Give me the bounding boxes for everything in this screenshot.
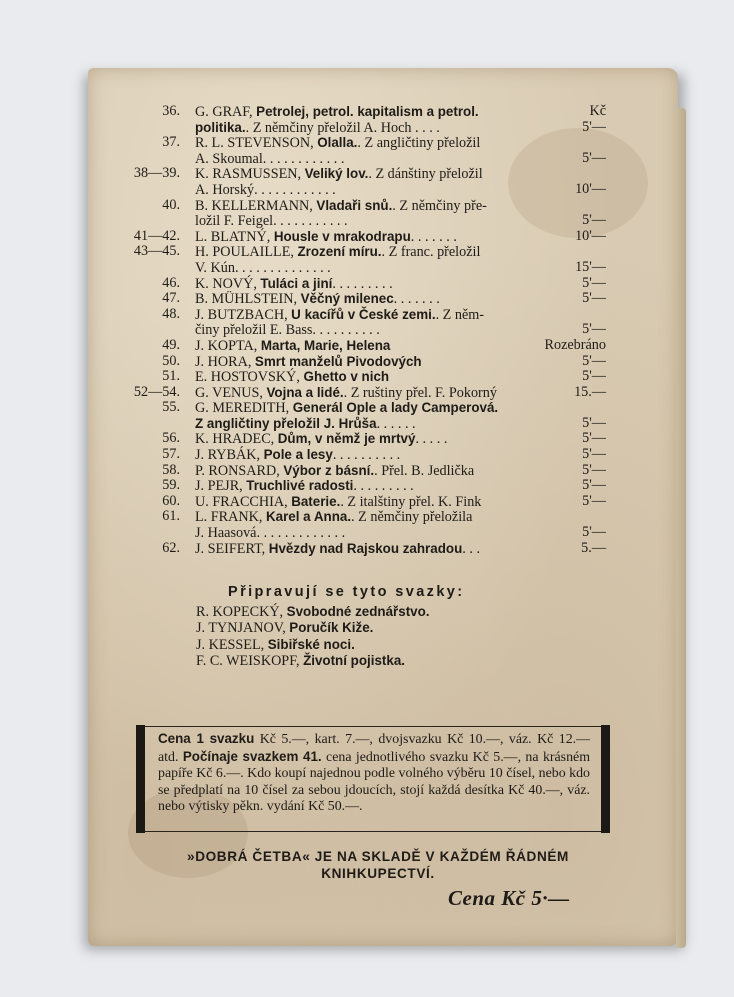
entry-note: . Z ruštiny přel. F. Pokorný [343,384,497,401]
notice-text [158,731,590,816]
entry-number: 58. [162,461,180,478]
entry-number: 60. [162,492,180,509]
entry-text [195,400,498,417]
entry-title: Baterie. [291,493,341,509]
list-item [88,525,678,541]
preparing-list [196,604,430,670]
preparing-title: Životní pojistka. [303,653,405,669]
entry-title: Truchlivé radosti [246,478,354,494]
entry-note: . . . . . . [376,415,416,432]
entry-title: Pole a lesy [263,447,333,463]
entry-number: 48. [162,305,180,322]
entry-title: Housle v mrakodrapu [273,228,411,244]
entry-note: . . . [462,540,480,557]
entry-title: U kacířů v České zemi. [291,306,436,322]
entry-price: 5'— [582,274,606,291]
entry-price: 5'— [582,414,606,431]
entry-price: 5'— [582,352,606,369]
entry-note: . . . . . . . [393,291,440,308]
entry-number: 47. [162,290,180,307]
entry-text [195,104,479,121]
entry-note: . Přel. B. Jedlička [374,462,475,479]
entry-title: Vojna a lidé. [266,384,344,400]
entry-text [195,478,414,495]
footer-line-2: KNIHKUPECTVÍ. [321,866,435,881]
list-item [88,260,678,276]
entry-note: . . . . . [415,431,448,448]
entry-title: Vladaři snů. [316,197,393,213]
list-item [88,291,678,307]
entry-text [195,260,331,277]
notice-bold-2: Počínaje svazkem 41. [182,748,322,764]
entry-author: E. HOSTOVSKÝ, [195,369,304,386]
entry-note: . . . . . . . . . . . [273,213,348,230]
list-item [88,182,678,198]
preparing-title: Poručík Kiže. [289,620,374,636]
entry-price: 10'— [575,180,606,197]
list-item [88,244,678,260]
notice-text-1: Kč 5.—, kart. 7.—, dvojsvazku Kč 10.—, váz. Kč 12.— atd. [158,732,591,765]
entry-price: 5'— [582,446,606,463]
entry-text [195,244,480,261]
entry-author: H. POULAILLE, [195,244,298,261]
entry-price: 15.— [574,383,606,400]
entry-price: 5.— [581,539,606,556]
list-item [88,198,678,214]
currency-label: Kč [589,103,606,119]
entry-title: Smrt manželů Pivodových [254,353,422,369]
entry-price: 5'— [582,149,606,166]
entry-note: . . . . . . . . . . . . . [256,525,346,542]
entry-text [195,369,389,386]
entry-price: 5'— [582,118,606,135]
entry-text [195,416,416,433]
entry-number: 46. [162,274,180,291]
notice-right-bar [601,725,610,833]
preparing-author: J. TYNJANOV, [196,620,290,637]
entry-title: Generál Ople a lady Camperová. [292,400,499,416]
list-item [88,416,678,432]
entry-note: . Z němčiny pře- [392,197,487,214]
entry-text [195,338,390,355]
entry-title: Karel a Anna. [265,509,352,525]
list-item [88,447,678,463]
entry-text [195,525,345,542]
entry-text [195,307,484,324]
entry-author: K. NOVÝ, [195,275,261,292]
list-item [88,431,678,447]
entry-author: A. Horský [195,181,255,198]
list-item [88,135,678,151]
entry-number: 50. [162,352,180,369]
entry-author: G. VENUS, [195,384,267,401]
entry-note: . Z němčiny přeložila [351,509,473,526]
entry-title: Věčný milenec [300,291,394,307]
entry-text [195,276,393,293]
entry-note: . . . . . . . . . . . . [262,150,345,167]
entry-number: 40. [162,196,180,213]
list-item [88,400,678,416]
entry-author: J. PEJR, [195,478,247,495]
entry-number: 57. [162,446,180,463]
entry-title: Olalla. [317,135,358,151]
entry-title: Výbor z básní. [283,462,375,478]
preparing-title: Sibiřské noci. [267,636,355,652]
entry-number: 55. [162,399,180,416]
entry-text [195,135,480,152]
entry-title: Marta, Marie, Helena [260,337,391,353]
entry-text [195,182,336,199]
entry-title: Hvězdy nad Rajskou zahradou [268,540,463,556]
entry-author: K. HRADEC, [195,431,278,448]
entry-author: A. Skoumal [195,150,263,167]
entry-note: . Z angličtiny přeložil [357,135,481,152]
entry-title: Ghetto v nich [303,369,390,385]
entry-title: Dům, v němž je mrtvý [277,431,416,447]
entry-price: 5'— [582,461,606,478]
entry-author: G. GRAF, [195,104,257,120]
entry-number: 49. [162,336,180,353]
entry-note: . . . . . . . . . [353,478,414,495]
notice-left-bar [136,725,145,833]
entry-note: . . . . . . . [410,228,457,245]
preparing-author: J. KESSEL, [196,636,268,653]
entry-note: . Z franc. přeložil [381,244,481,261]
entry-price: 5'— [582,212,606,229]
list-item [88,463,678,479]
list-item [88,478,678,494]
entry-number: 41—42. [133,227,180,244]
list-item [88,322,678,338]
entry-number: 43—45. [133,243,180,260]
entry-price: 5'— [582,524,606,541]
title-list [88,104,678,556]
entry-price: 5'— [582,477,606,494]
preparing-heading: Připravují se tyto svazky: [228,584,465,600]
entry-number: 52—54. [133,383,180,400]
entry-note: . Z italštiny přel. K. Fink [340,493,482,510]
list-item [88,276,678,292]
entry-author: G. MEREDITH, [195,400,293,417]
entry-title: politika. [195,119,246,135]
list-item [88,229,678,245]
entry-author: činy přeložil E. Bass [195,322,313,339]
entry-price: Rozebráno [544,336,606,353]
cover-price: Cena Kč 5·— [448,886,570,910]
entry-author: K. RASMUSSEN, [195,166,305,183]
book-back-cover [88,68,678,946]
entry-author: P. RONSARD, [195,462,284,479]
entry-text [195,494,481,511]
entry-title: Zrození míru. [297,244,382,260]
entry-author: B. KELLERMANN, [195,197,317,214]
list-item [88,120,678,136]
entry-author: J. HORA, [195,353,255,370]
list-item [88,213,678,229]
entry-price: 15'— [575,258,606,275]
entry-text [195,213,348,230]
entry-text [195,463,474,480]
list-item [88,166,678,182]
entry-text [195,120,440,137]
list-item [88,509,678,525]
entry-price: 10'— [575,227,606,244]
list-item [88,338,678,354]
entry-title: Z angličtiny přeložil J. Hrůša [195,415,377,431]
entry-number: 38—39. [133,165,180,182]
entry-text [195,166,483,183]
entry-author: J. SEIFERT, [195,540,269,557]
notice-text-2: cena jednotlivého svazku Kč 5.—, na krásném papíře Kč 6.—. Kdo koupí najednou podle volného výběru 10 čísel, nebo kdo se předplatí na 10 čísel za sebou jdoucích, stojí každá desítka Kč 40.—, váz. nebo výtisky pěkn. vydání Kč 50.—. [158,749,590,815]
entry-price: 5'— [582,492,606,509]
entry-text [195,291,440,308]
entry-text [195,322,380,339]
preparing-item [196,653,430,669]
entry-number: 51. [162,368,180,385]
entry-author: J. RYBÁK, [195,447,264,464]
list-item [88,541,678,557]
entry-price: 5'— [582,430,606,447]
entry-author: J. Haasová [195,525,257,542]
notice-bold-1: Cena 1 svazku [158,731,255,746]
list-item [88,369,678,385]
entry-text [195,151,344,168]
list-item [88,354,678,370]
entry-title: Tuláci a jiní [260,275,333,291]
entry-price: 5'— [582,368,606,385]
entry-note: . Z něm- [435,306,485,323]
entry-text [195,447,400,464]
price-notice [136,726,610,832]
entry-author: ložil F. Feigel [195,213,274,230]
entry-text [195,354,422,371]
preparing-item [196,637,430,653]
entry-note: . . . . . . . . . . . . [254,181,336,198]
list-item [88,104,678,120]
footer-stock-notice [128,848,628,882]
entry-author: J. KOPTA, [195,337,261,354]
entry-number: 61. [162,508,180,525]
entry-title: Veliký lov. [304,166,369,182]
entry-note: . Z němčiny přeložil A. Hoch . . . . [245,119,440,136]
entry-author: B. MÜHLSTEIN, [195,291,301,308]
entry-number: 59. [162,477,180,494]
entry-author: L. BLATNÝ, [195,228,274,245]
entry-note: . . . . . . . . . . [312,322,380,339]
entry-note: . . . . . . . . . . [332,447,401,464]
entry-author: J. BUTZBACH, [195,306,292,323]
entry-text [195,509,472,526]
entry-number: 56. [162,430,180,447]
list-item [88,494,678,510]
entry-price: 5'— [582,321,606,338]
preparing-item [196,604,430,620]
entry-number: 36. [162,103,180,119]
preparing-item [196,620,430,636]
entry-text [195,541,480,558]
entry-text [195,385,497,402]
entry-price: 5'— [582,290,606,307]
list-item [88,385,678,401]
preparing-author: F. C. WEISKOPF, [196,653,304,670]
entry-title: Petrolej, petrol. kapitalism a petrol. [256,104,479,119]
entry-note: . . . . . . . . . . . . . . [234,259,331,276]
entry-text [195,431,447,448]
list-item [88,151,678,167]
entry-number: 37. [162,134,180,151]
footer-line-1: »DOBRÁ ČETBA« JE NA SKLADĚ V KAŽDÉM ŘÁDNÉM [187,849,569,864]
entry-note: . . . . . . . . . [332,275,393,292]
entry-author: V. Kún [195,259,235,276]
entry-text [195,229,457,246]
preparing-title: Svobodné zednářstvo. [286,604,430,619]
list-item [88,307,678,323]
preparing-author: R. KOPECKÝ, [196,604,287,620]
entry-author: R. L. STEVENSON, [195,135,318,152]
entry-number: 62. [162,539,180,556]
entry-author: L. FRANK, [195,509,266,526]
entry-note: . Z dánštiny přeložil [368,166,483,183]
entry-text [195,198,487,215]
entry-author: U. FRACCHIA, [195,493,292,510]
